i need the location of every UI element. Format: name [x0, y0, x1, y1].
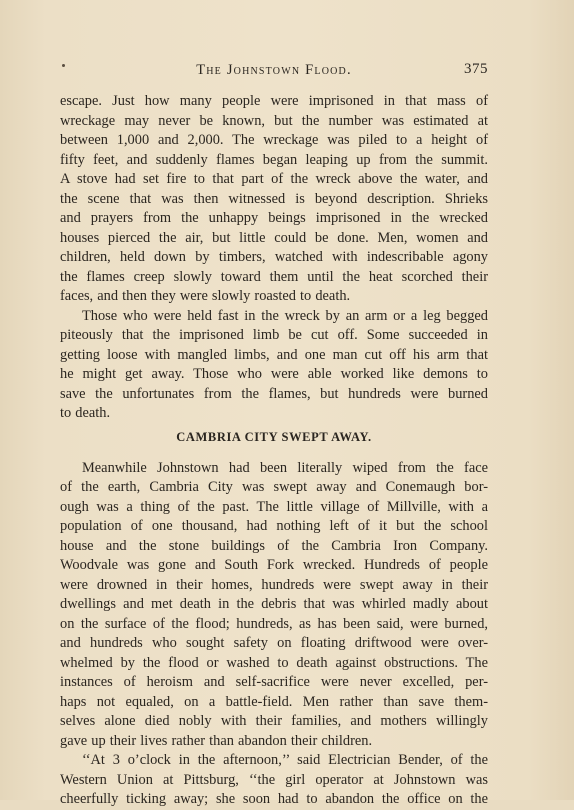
text-line: the scene that was then witnessed is beyond description. Shrieks — [60, 190, 488, 207]
text-line: he might get away. Those who were able worked like demons to — [60, 366, 488, 382]
text-line: of the earth, Cambria City was swept away and Conemaugh bor- — [60, 479, 488, 495]
text-line: population of one thousand, had nothing left of it but the school — [60, 518, 488, 534]
text-line: cheerfully ticking away; she soon had to abandon the office on the — [60, 791, 488, 807]
text-line: the flames creep slowly toward them until the heat scorched their — [60, 268, 488, 285]
text-line: piteously that the imprisoned limb be cut off. Some succeeded in — [60, 327, 488, 343]
paragraph — [60, 459, 488, 752]
running-title: The Johnstown Flood. — [196, 62, 352, 78]
text-line: instances of heroism and self-sacrifice were never excelled, per- — [60, 674, 488, 690]
text-line: Meanwhile Johnstown had been literally wiped from the face — [82, 459, 488, 476]
text-line: Western Union at Pittsburg, ‘‘the girl operator at Johnstown was — [60, 771, 488, 788]
text-line: houses pierced the air, but little could be done. Men, women and — [60, 229, 488, 246]
text-line: getting loose with mangled limbs, and one man cut off his arm that — [60, 346, 488, 363]
text-line: were drowned in their homes, hundreds were swept away in their — [60, 576, 488, 593]
text-line: whelmed by the flood or washed to death against obstructions. The — [60, 654, 488, 671]
text-line: between 1,000 and 2,000. The wreckage was piled to a height of — [60, 132, 488, 148]
text-line: fifty feet, and suddenly flames began leaping up from the summit. — [60, 151, 488, 168]
text-line: A stove had set fire to that part of the wreck above the water, and — [60, 171, 488, 187]
text-line: haps not equaled, on a battle-field. Men rather than save them- — [60, 693, 488, 710]
section-heading: CAMBRIA CITY SWEPT AWAY. — [176, 429, 372, 444]
text-line: save the unfortunates from the flames, but hundreds were burned — [60, 385, 488, 402]
text-line: to death. — [60, 405, 111, 421]
text-line: Woodvale was gone and South Fork wrecked. Hundreds of people — [60, 557, 488, 573]
page-header — [60, 60, 488, 80]
text-part-after-heading — [60, 459, 488, 810]
text-line: selves alone died nobly with their families, and mothers willingly — [60, 713, 488, 729]
body-text — [60, 92, 488, 810]
text-line: faces, and then they were slowly roasted to death. — [60, 288, 351, 304]
text-line: ‘‘At 3 o’clock in the afternoon,’’ said Electrician Bender, of the — [82, 752, 488, 768]
text-line: on the surface of the flood; hundreds, as has been said, were burned, — [60, 615, 488, 632]
text-line: dwellings and met death in the debris that was whirled madly about — [60, 596, 488, 612]
text-line: and prayers from the unhappy beings imprisoned in the wrecked — [60, 210, 488, 226]
paragraph — [60, 92, 488, 307]
text-line: ough was a thing of the past. The little village of Millville, with a — [60, 498, 488, 515]
text-line: and hundreds who sought safety on floating driftwood were over- — [60, 635, 488, 651]
paragraph — [60, 307, 488, 424]
text-part-before-heading — [60, 92, 488, 424]
text-line: escape. Just how many people were imprisoned in that mass of — [60, 93, 488, 109]
text-line: wreckage may never be known, but the number was estimated at — [60, 112, 488, 129]
paragraph — [60, 751, 488, 810]
text-line: house and the stone buildings of the Cambria Iron Company. — [60, 537, 488, 554]
text-line: gave up their lives rather than abandon their children. — [60, 732, 373, 749]
page-number: 375 — [464, 61, 488, 77]
text-line: Those who were held fast in the wreck by an arm or a leg begged — [82, 307, 488, 324]
text-line: children, held down by timbers, watched with indescribable agony — [60, 249, 488, 265]
